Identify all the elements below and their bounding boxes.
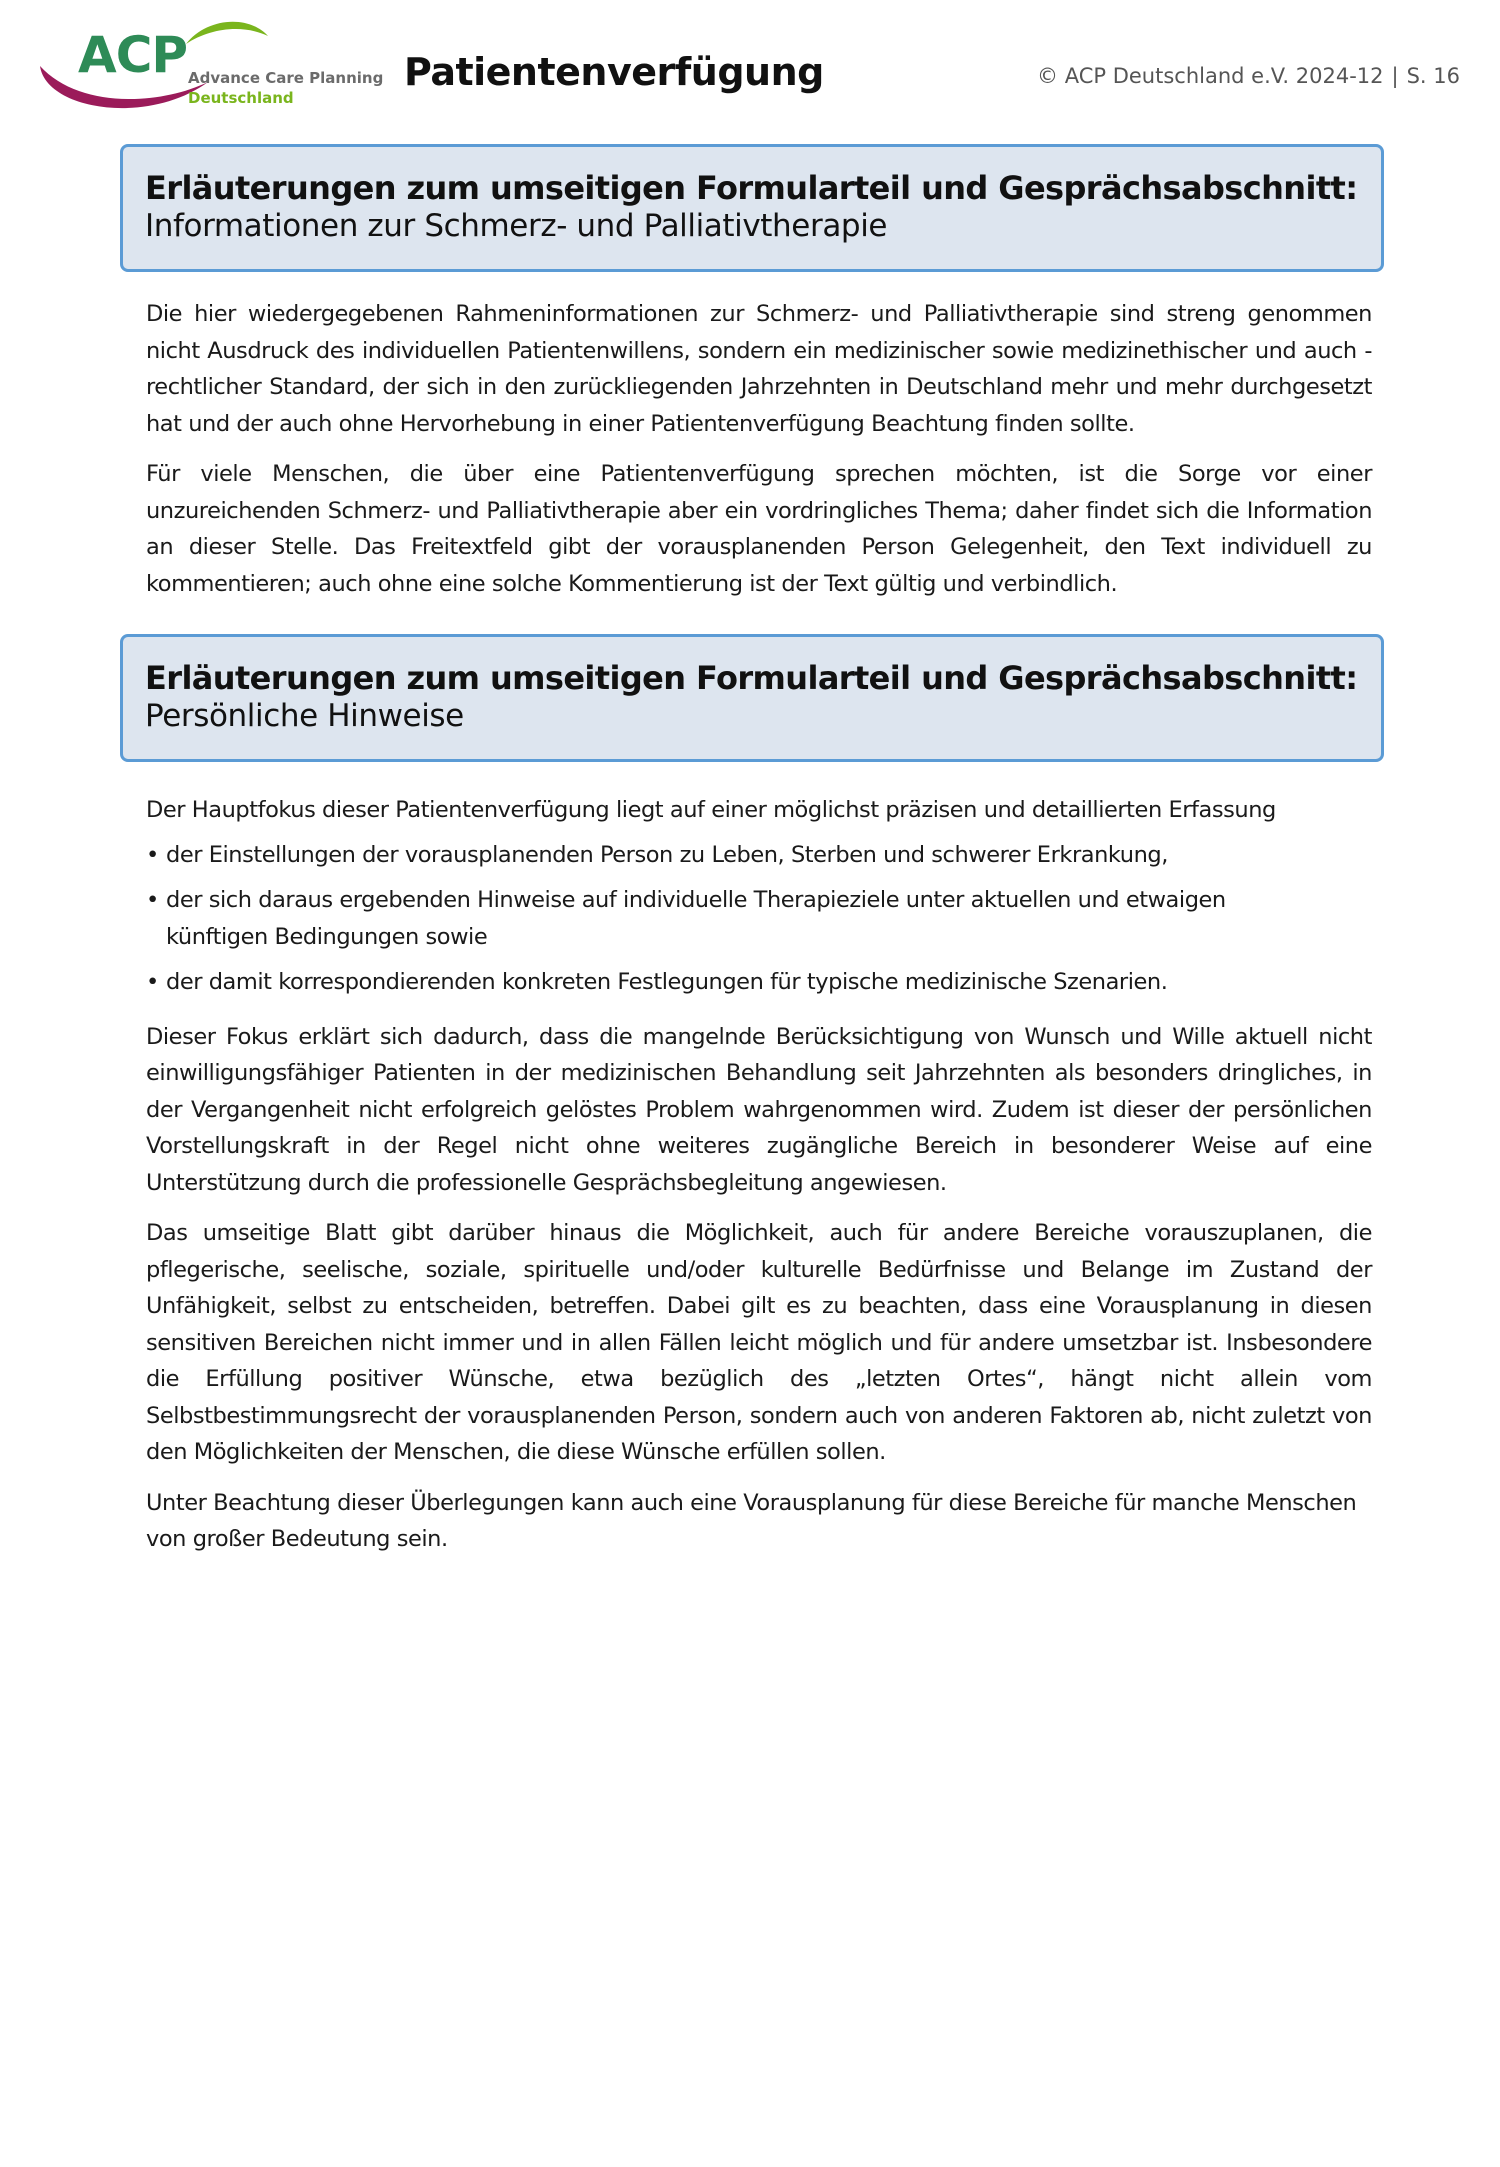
- logo-acp-text: ACP: [78, 26, 188, 84]
- meta-separator: |: [1391, 64, 1399, 88]
- section-heading-box-pain-palliative: [120, 144, 1384, 272]
- section-heading-sub: Persönliche Hinweise: [145, 698, 464, 734]
- acp-logo: [38, 18, 384, 123]
- document-title: Patientenverfügung: [404, 50, 824, 94]
- document-meta: [1037, 64, 1460, 88]
- copyright-text: © ACP Deutschland e.V. 2024-12: [1037, 64, 1384, 88]
- bullet-list: [146, 837, 1372, 1001]
- logo-green-arc: [186, 22, 268, 44]
- paragraph: Dieser Fokus erklärt sich dadurch, dass die mangelnde Berücksichtigung von Wunsch und Wille aktuell nicht einwilligungsfähiger Patienten in der medizinischen Behandlung seit Jahrzehnten als besonders dringliches, in der Vergangenheit nicht erfolgreich gelöstes Problem wahrgenommen wird. Zudem ist dieser der persönlichen Vorstellungskraft in der Regel nicht ohne weiteres zugängliche Bereich in besonderer Weise auf eine Unterstützung durch die professionelle Gesprächsbegleitung angewiesen.: [146, 1023, 1372, 1196]
- intro-paragraph: Der Hauptfokus dieser Patientenverfügung liegt auf einer möglichst präzisen und detaillierten Erfassung: [146, 797, 1276, 823]
- bullet-item: • der sich daraus ergebenden Hinweise auf individuelle Therapieziele unter aktuellen und etwaigen künftigen Bedingungen sowie: [146, 882, 1246, 955]
- page-number: S. 16: [1406, 64, 1460, 88]
- bullet-item: • der Einstellungen der vorausplanenden Person zu Leben, Sterben und schwerer Erkrankung,: [146, 837, 1246, 874]
- section-heading-box-personal-notes: [120, 634, 1384, 762]
- paragraph: Die hier wiedergegebenen Rahmeninformationen zur Schmerz- und Palliativtherapie sind streng genommen nicht Ausdruck des individuellen Patientenwillens, sondern ein medizinischer sowie medizinethischer und auch -rechtlicher Standard, der sich in den zurückliegenden Jahrzehnten in Deutschland mehr und mehr durchgesetzt hat und der auch ohne Hervorhebung in einer Patientenverfügung Beachtung finden sollte.: [146, 301, 1372, 437]
- paragraph: Für viele Menschen, die über eine Patientenverfügung sprechen möchten, ist die Sorge vor einer unzureichenden Schmerz- und Palliativtherapie aber ein vordringliches Thema; daher findet sich die Information an dieser Stelle. Das Freitextfeld gibt der vorausplanenden Person Gelegenheit, den Text individuell zu kommentieren; auch ohne eine solche Kommentierung ist der Text gültig und verbindlich.: [146, 461, 1372, 597]
- paragraph: Das umseitige Blatt gibt darüber hinaus die Möglichkeit, auch für andere Bereiche vorauszuplanen, die pflegerische, seelische, soziale, spirituelle und/oder kulturelle Bedürfnisse und Belange im Zustand der Unfähigkeit, selbst zu entscheiden, betreffen. Dabei gilt es zu beachten, dass eine Vorausplanung in diesen sensitiven Bereichen nicht immer und in allen Fällen leicht möglich und für andere umsetzbar ist. Insbesondere die Erfüllung positiver Wünsche, etwa bezüglich des „letzten Ortes“, hängt nicht allein vom Selbstbestimmungsrecht der vorausplanenden Person, sondern auch von anderen Faktoren ab, nicht zuletzt von den Möglichkeiten der Menschen, die diese Wünsche erfüllen sollen.: [146, 1220, 1372, 1465]
- section-body-pain-palliative: [146, 296, 1372, 616]
- paragraph: Unter Beachtung dieser Überlegungen kann auch eine Vorausplanung für diese Bereiche für manche Menschen von großer Bedeutung sein.: [146, 1489, 1357, 1552]
- section-heading-main: Erläuterungen zum umseitigen Formularteil und Gesprächsabschnitt:: [145, 169, 1358, 207]
- section-heading-main: Erläuterungen zum umseitigen Formularteil und Gesprächsabschnitt:: [145, 659, 1358, 697]
- bullet-item: • der damit korrespondierenden konkreten Festlegungen für typische medizinische Szenarien.: [146, 964, 1246, 1001]
- section-heading-sub: Informationen zur Schmerz- und Palliativtherapie: [145, 208, 888, 244]
- logo-tagline: Advance Care Planning: [188, 69, 384, 87]
- page-header: [0, 0, 1500, 130]
- section-body-personal-notes: [146, 792, 1372, 1572]
- logo-country: Deutschland: [188, 89, 294, 107]
